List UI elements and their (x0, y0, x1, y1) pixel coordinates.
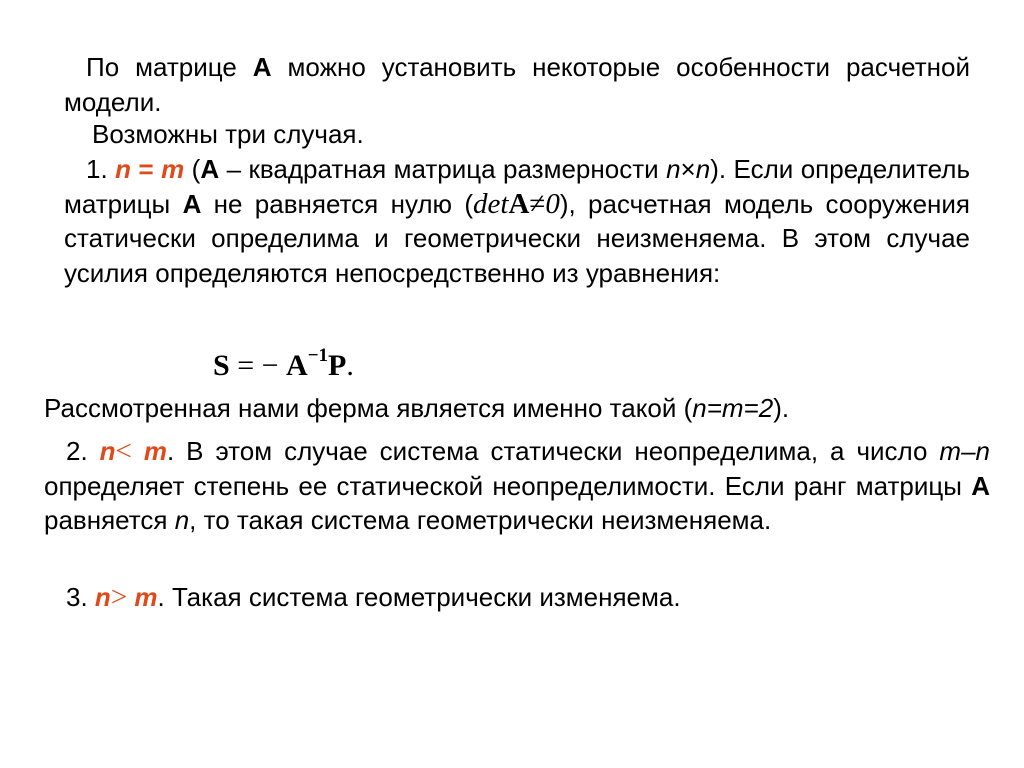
det-zero: 0 (545, 187, 560, 220)
case-1-text-b: – квадратная матрица размерности (219, 154, 667, 184)
intro-paragraph (64, 50, 970, 119)
intro-text-a: По матрице (86, 52, 253, 82)
case-1-number: 1. (86, 154, 116, 184)
case-1-text-c: ). Если определитель матрицы (64, 154, 970, 219)
case-2-text-d: , то такая система геометрически неизменяема. (189, 505, 772, 535)
case-1-dim-x: × (680, 154, 696, 184)
case-2-m: m (131, 436, 167, 466)
case-3-m: m (127, 582, 158, 612)
truss-paragraph (44, 391, 990, 426)
formula-a: A (286, 349, 308, 382)
case-1-paragraph (64, 152, 970, 290)
case-2-paragraph (44, 434, 990, 538)
case-1-text-d: не равняется нулю ( (201, 188, 474, 219)
truss-text-a: Рассмотренная нами ферма является именно такой ( (44, 393, 693, 423)
not-equal-sign: ≠ (529, 187, 546, 220)
case-3-n: n (94, 582, 111, 612)
case-1-dim-n1: n (666, 154, 681, 184)
three-cases-paragraph (64, 117, 970, 152)
case-2-text-c: равняется (44, 505, 175, 535)
formula-equals-minus: = − (229, 349, 287, 382)
det-label: det (473, 187, 509, 220)
case-1-m: m (161, 154, 185, 184)
case-2-text-a: . В этом случае система статически неопределима, а число (166, 436, 940, 466)
case-2-text-b: определяет степень ее статической неопределимости. Если ранг матрицы (44, 470, 972, 501)
case-1-n: n (115, 154, 132, 184)
truss-nm2: n=m=2 (692, 393, 774, 423)
case-2-number: 2. (66, 436, 100, 466)
formula-dot: . (346, 349, 354, 382)
case-1-dim-n2: n (695, 154, 711, 184)
intro-text-b: можно установить некоторые особенности расчетной модели. (64, 52, 970, 117)
formula-s: S (213, 349, 230, 382)
formula-s-equals-a-inverse-p (213, 336, 354, 386)
formula-p: P (328, 349, 347, 382)
three-cases-text: Возможны три случая. (92, 119, 364, 149)
case-2-rank-n: n (174, 505, 190, 535)
matrix-a-symbol: A (252, 52, 272, 82)
case-2-less-than: < (115, 435, 132, 467)
case-1-text-a: ( (184, 154, 201, 184)
case-3-greater-than: > (110, 581, 128, 613)
case-3-number: 3. (66, 582, 95, 612)
case-1-matrix-a-2: A (182, 188, 202, 219)
case-3-paragraph (44, 580, 990, 615)
truss-text-c: ). (773, 393, 790, 423)
case-2-m-minus-n: m–n (939, 436, 990, 466)
case-3-text-a: . Такая система геометрически изменяема. (157, 582, 681, 612)
case-2-n: n (99, 436, 116, 466)
det-matrix-a: A (508, 187, 530, 220)
case-1-matrix-a: A (200, 154, 220, 184)
formula-exponent: −1 (307, 345, 329, 366)
case-1-text-e: ), расчетная модель сооружения статически определима и геометрически неизменяема. В этом случае усилия определяются непосредственно из уравнения: (64, 188, 970, 288)
case-2-matrix-a: A (971, 470, 990, 501)
case-1-equals: = (131, 154, 162, 184)
